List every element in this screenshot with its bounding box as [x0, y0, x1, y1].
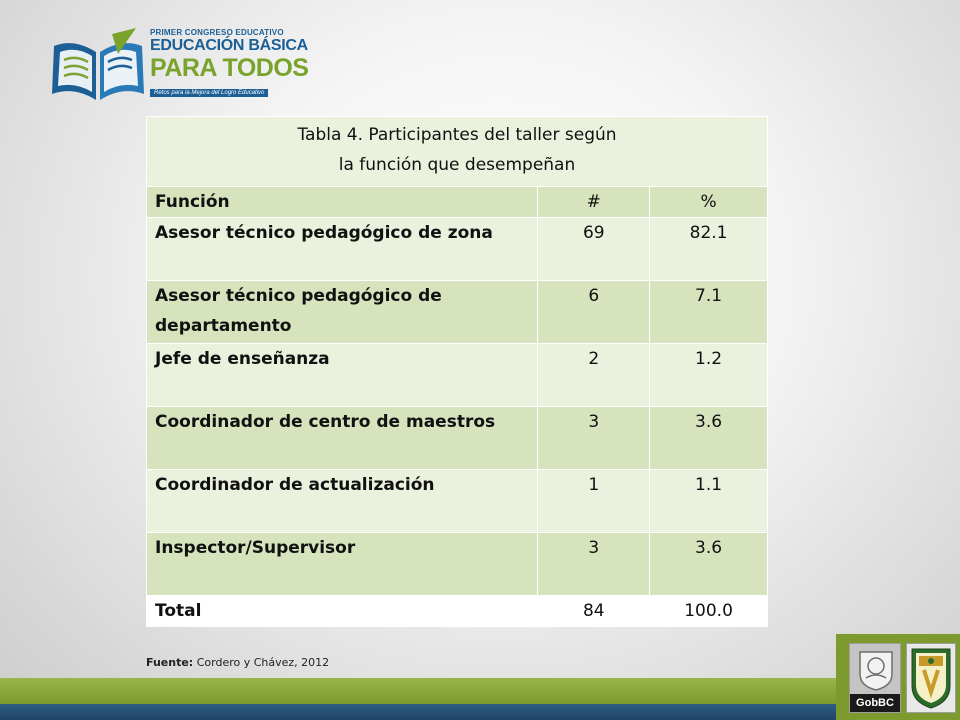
source-label: Fuente: [146, 656, 194, 669]
cell-percent: 1.1 [650, 470, 768, 533]
total-percent: 100.0 [650, 596, 768, 627]
cell-percent: 1.2 [650, 344, 768, 407]
logo-line-1: EDUCACIÓN BÁSICA [150, 37, 308, 54]
cell-percent: 82.1 [650, 218, 768, 281]
table-row [147, 281, 768, 344]
cell-funcion: Inspector/Supervisor [147, 533, 538, 596]
cell-count: 1 [538, 470, 650, 533]
table-title [147, 117, 768, 187]
cell-funcion: Coordinador de actualización [147, 470, 538, 533]
cell-count: 3 [538, 407, 650, 470]
baja-california-emblem [849, 643, 901, 713]
education-shield-icon [909, 646, 953, 710]
logo-tagline: Retos para la Mejora del Logro Educativo [150, 89, 268, 97]
secretaria-emblem [906, 643, 956, 713]
table-total-row [147, 596, 768, 627]
gobbc-label: GobBC [850, 694, 900, 712]
header-count: # [538, 187, 650, 218]
table-row [147, 470, 768, 533]
table-row [147, 407, 768, 470]
cell-percent: 7.1 [650, 281, 768, 344]
cell-funcion: Asesor técnico pedagógico de departamento [147, 281, 538, 344]
table-title-row [147, 117, 768, 187]
table-title-line-1: Tabla 4. Participantes del taller según [297, 125, 617, 145]
participants-table-container [146, 116, 768, 627]
table-header-row [147, 187, 768, 218]
total-count: 84 [538, 596, 650, 627]
footer-green-bar [0, 678, 860, 704]
participants-table [146, 116, 768, 627]
footer-blue-bar [0, 704, 860, 720]
table-title-line-2: la función que desempeñan [338, 155, 576, 175]
cell-count: 3 [538, 533, 650, 596]
cell-count: 6 [538, 281, 650, 344]
logo-line-2: PARA TODOS [150, 54, 309, 82]
cell-funcion: Coordinador de centro de maestros [147, 407, 538, 470]
header-percent: % [650, 187, 768, 218]
cell-percent: 3.6 [650, 407, 768, 470]
congress-logo [48, 24, 309, 104]
source-note [146, 656, 329, 669]
state-shield-icon [856, 648, 896, 692]
cell-count: 69 [538, 218, 650, 281]
header-funcion: Función [147, 187, 538, 218]
cell-percent: 3.6 [650, 533, 768, 596]
cell-funcion: Jefe de enseñanza [147, 344, 538, 407]
table-row [147, 218, 768, 281]
table-row [147, 344, 768, 407]
table-row [147, 533, 768, 596]
cell-count: 2 [538, 344, 650, 407]
total-label: Total [147, 596, 538, 627]
logo-pre-title: PRIMER CONGRESO EDUCATIVO [150, 28, 284, 37]
source-text: Cordero y Chávez, 2012 [196, 656, 330, 669]
open-book-icon [48, 24, 148, 102]
cell-funcion: Asesor técnico pedagógico de zona [147, 218, 538, 281]
